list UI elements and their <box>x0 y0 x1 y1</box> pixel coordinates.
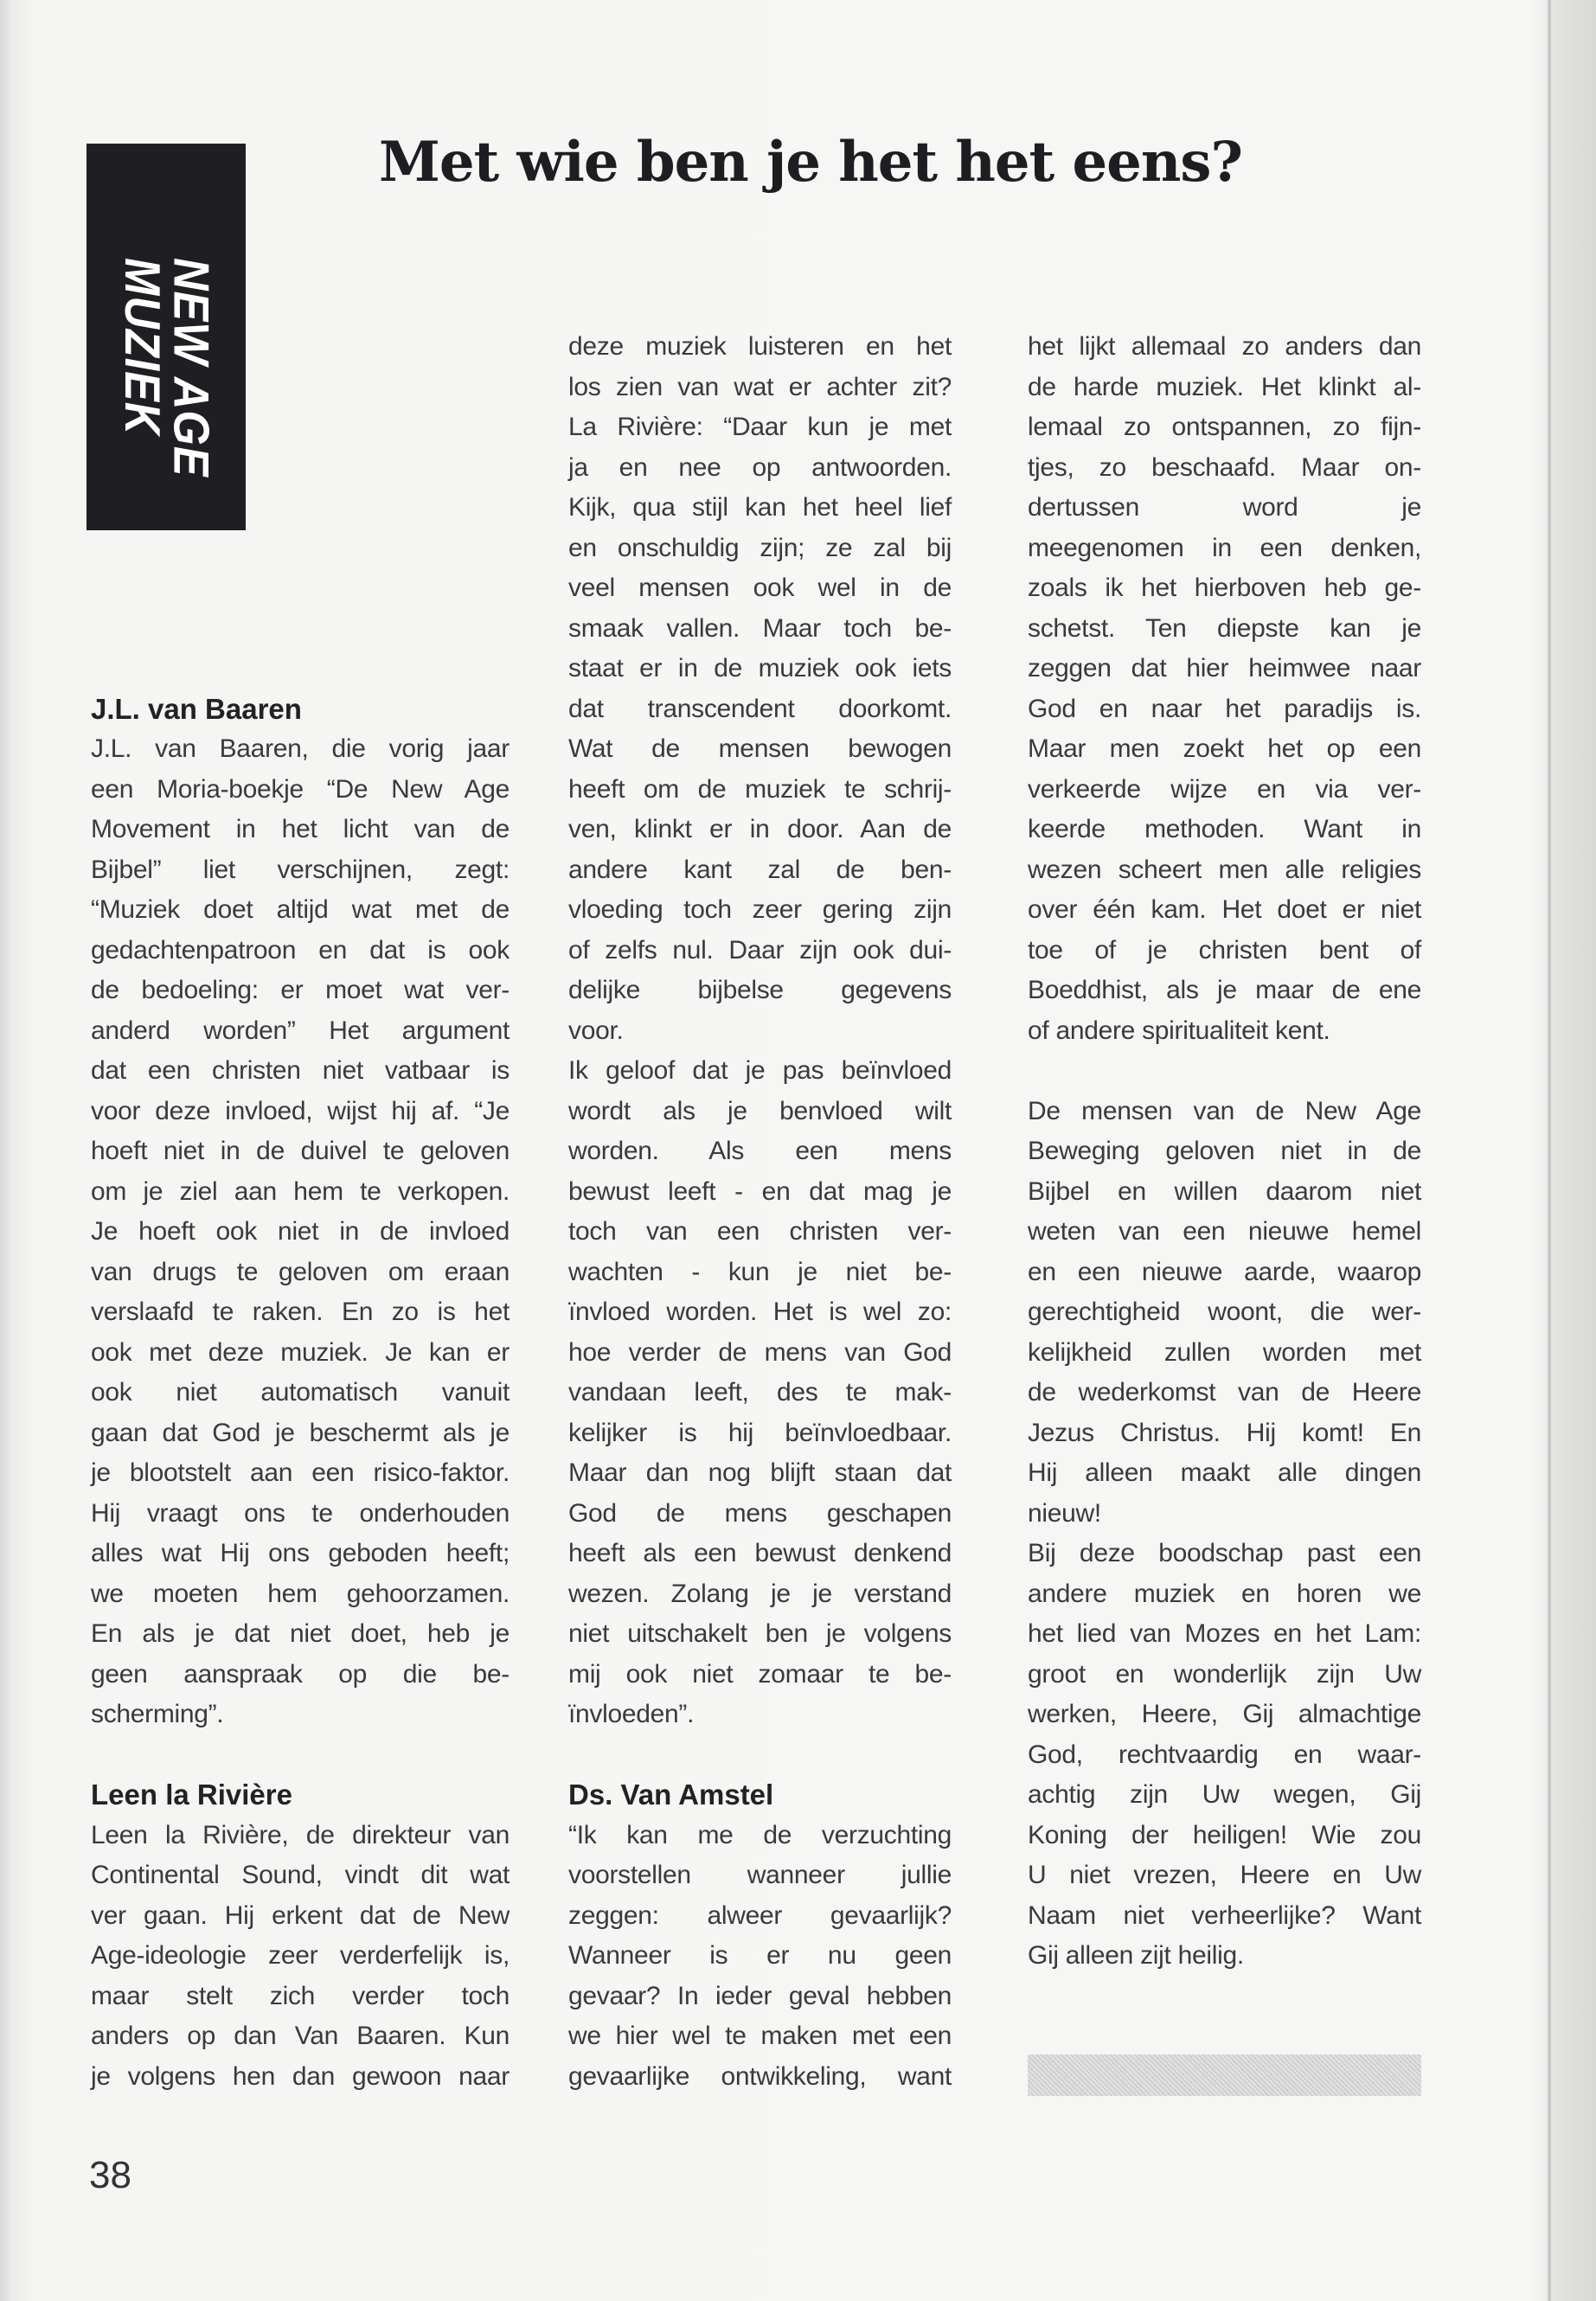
text-line: de bedoeling: er moet wat ver- <box>91 976 510 1004</box>
text-line: een Moria-boekje “De New Age <box>91 774 510 804</box>
paragraph <box>1028 1092 1421 1535</box>
text-line: voor deze invloed, wijst hij af. “Je <box>91 1096 510 1125</box>
text-line: Maar men zoekt het op een <box>1028 734 1421 763</box>
text-line: schetst. Ten diepste kan je <box>1028 613 1421 643</box>
text-line: van drugs te geloven om eraan <box>91 1257 510 1286</box>
text-line: andere kant zal de ben- <box>568 855 952 884</box>
text-line: voorstellen wanneer jullie <box>568 1861 952 1889</box>
paragraph <box>568 1816 952 2098</box>
text-line: verkeerde wijze en via ver- <box>1028 774 1421 804</box>
text-line: vloeding toch zeer gering zijn <box>568 895 952 924</box>
section-heading: Ds. Van Amstel <box>568 1779 774 1811</box>
article-title: Met wie ben je het het eens? <box>379 130 1242 195</box>
paragraph <box>568 327 952 1051</box>
section-heading: Leen la Rivière <box>91 1779 292 1811</box>
paragraph <box>1028 327 1421 1051</box>
decorative-gray-bar <box>1028 2054 1421 2096</box>
text-line: kelijkheid zullen worden met <box>1028 1337 1421 1367</box>
column-2 <box>568 327 952 2097</box>
spacer <box>91 448 510 489</box>
text-line: deze muziek luisteren en het <box>568 332 952 361</box>
text-line: smaak vallen. Maar toch be- <box>568 613 952 643</box>
text-line: Age-ideologie zeer verderfelijk is, <box>91 1941 510 1970</box>
text-line: scherming”. <box>91 1700 224 1728</box>
text-line: Maar dan nog blijft staan dat <box>568 1458 952 1487</box>
text-line: om je ziel aan hem te verkopen. <box>91 1176 510 1206</box>
text-line: Hij vraagt ons te onderhouden <box>91 1498 510 1528</box>
text-line: niet uitschakelt ben je volgens <box>568 1619 952 1648</box>
spacer <box>91 609 510 650</box>
paragraph <box>1028 1534 1421 1977</box>
text-line: lemaal zo ontspannen, zo fijn- <box>1028 413 1421 441</box>
text-line: het lijkt allemaal zo anders dan <box>1028 332 1421 361</box>
text-line: worden. Als een mens <box>568 1137 952 1165</box>
text-line: de wederkomst van de Heere <box>1028 1378 1421 1407</box>
text-line: La Rivière: “Daar kun je met <box>568 413 952 441</box>
text-line: Kijk, qua stijl kan het heel lief <box>568 493 952 522</box>
spacer <box>91 368 510 408</box>
text-line: we moeten hem gehoorzamen. <box>91 1579 510 1608</box>
text-line: De mensen van de New Age <box>1028 1096 1421 1125</box>
text-line: vandaan leeft, des te mak- <box>568 1378 952 1407</box>
text-line: Koning der heiligen! Wie zou <box>1028 1820 1421 1849</box>
text-line: bewust leeft - en dat mag je <box>568 1176 952 1206</box>
text-line: God en naar het paradijs is. <box>1028 694 1421 723</box>
text-line: je volgens hen dan gewoon naar <box>91 2061 510 2091</box>
text-line: gevaarlijke ontwikkeling, want <box>568 2061 952 2091</box>
text-line: Gij alleen zijt heilig. <box>1028 1941 1244 1970</box>
text-line: Boeddhist, als je maar de ene <box>1028 976 1421 1004</box>
text-line: gedachtenpatroon en dat is ook <box>91 935 510 965</box>
text-line: en onschuldig zijn; ze zal bij <box>568 533 952 562</box>
text-line: ven, klinkt er in door. Aan de <box>568 815 952 843</box>
text-line: ook niet automatisch vanuit <box>91 1378 510 1407</box>
text-line: los zien van wat er achter zit? <box>568 372 952 401</box>
spacer <box>1028 1051 1421 1092</box>
text-line: toe of je christen bent of <box>1028 935 1421 965</box>
section-tab-line-1: NEW AGE <box>163 258 219 478</box>
text-line: meegenomen in een denken, <box>1028 533 1421 562</box>
text-line: wezen scheert men alle religies <box>1028 855 1421 884</box>
text-line: ver gaan. Hij erkent dat de New <box>91 1900 510 1930</box>
text-line: keerde methoden. Want in <box>1028 815 1421 843</box>
paragraph <box>568 1051 952 1735</box>
text-line: toch van een christen ver- <box>568 1217 952 1246</box>
text-line: veel mensen ook wel in de <box>568 574 952 602</box>
text-line: En als je dat niet doet, heb je <box>91 1619 510 1648</box>
text-line: je blootstelt aan een risico-faktor. <box>91 1458 510 1487</box>
text-line: voor. <box>568 1016 624 1045</box>
text-line: geen aanspraak op die be- <box>91 1659 510 1689</box>
text-line: achtig zijn Uw wegen, Gij <box>1028 1780 1421 1809</box>
text-line: Leen la Rivière, de direkteur van <box>91 1820 510 1849</box>
text-line: staat er in de muziek ook iets <box>568 654 952 683</box>
text-line: tjes, zo beschaafd. Maar on- <box>1028 452 1421 482</box>
text-line: het lied van Mozes en het Lam: <box>1028 1619 1421 1648</box>
text-line: Bij deze boodschap past een <box>1028 1539 1421 1567</box>
text-line: of andere spiritualiteit kent. <box>1028 1016 1330 1045</box>
text-line: wezen. Zolang je je verstand <box>568 1579 952 1608</box>
text-line: “Ik kan me de verzuchting <box>568 1820 952 1849</box>
text-line: Ik geloof dat je pas beïnvloed <box>568 1056 952 1085</box>
text-line: gerechtigheid woont, die wer- <box>1028 1298 1421 1326</box>
page-number: 38 <box>89 2154 131 2196</box>
text-line: en een nieuwe aarde, waarop <box>1028 1257 1421 1286</box>
text-line: U niet vrezen, Heere en Uw <box>1028 1861 1421 1889</box>
spacer <box>91 568 510 609</box>
text-line: ja en nee op antwoorden. <box>568 452 952 482</box>
text-line: groot en wonderlijk zijn Uw <box>1028 1659 1421 1689</box>
text-line: verslaafd te raken. En zo is het <box>91 1298 510 1326</box>
text-line: maar stelt zich verder toch <box>91 1981 510 2010</box>
text-line: heeft als een bewust denkend <box>568 1539 952 1567</box>
text-line: dat transcendent doorkomt. <box>568 694 952 723</box>
text-line: wachten - kun je niet be- <box>568 1257 952 1286</box>
text-line: dat een christen niet vatbaar is <box>91 1056 510 1085</box>
spacer <box>91 529 510 569</box>
text-line: dertussen word je <box>1028 493 1421 522</box>
spacer <box>91 649 510 689</box>
text-line: de harde muziek. Het klinkt al- <box>1028 372 1421 401</box>
column-3 <box>1028 327 1421 1977</box>
text-line: kelijker is hij beïnvloedbaar. <box>568 1418 952 1447</box>
text-line: wordt als je benvloed wilt <box>568 1096 952 1125</box>
text-line: heeft om de muziek te schrij- <box>568 774 952 804</box>
text-line: gaan dat God je beschermt als je <box>91 1418 510 1447</box>
text-line: nieuw! <box>1028 1498 1101 1528</box>
text-line: Beweging geloven niet in de <box>1028 1137 1421 1165</box>
text-line: mij ook niet zomaar te be- <box>568 1659 952 1689</box>
text-line: Bijbel” liet verschijnen, zegt: <box>91 855 510 884</box>
spacer <box>91 407 510 448</box>
text-line: “Muziek doet altijd wat met de <box>91 895 510 924</box>
spacer <box>568 1735 952 1776</box>
text-line: hoeft niet in de duivel te geloven <box>91 1137 510 1165</box>
text-line: Bijbel en willen daarom niet <box>1028 1176 1421 1206</box>
text-line: werken, Heere, Gij almachtige <box>1028 1700 1421 1728</box>
text-line: Naam niet verheerlijke? Want <box>1028 1900 1421 1930</box>
text-line: Continental Sound, vindt dit wat <box>91 1861 510 1889</box>
column-1 <box>91 327 510 2097</box>
section-heading: J.L. van Baaren <box>91 692 302 725</box>
spacer <box>91 327 510 368</box>
text-line: God de mens geschapen <box>568 1498 952 1528</box>
text-line: zeggen: alweer gevaarlijk? <box>568 1900 952 1930</box>
text-line: Hij alleen maakt alle dingen <box>1028 1458 1421 1487</box>
section-tab-line-2: MUZIEK <box>113 258 170 436</box>
text-line: Jezus Christus. Hij komt! En <box>1028 1418 1421 1447</box>
text-line: hoe verder de mens van God <box>568 1337 952 1367</box>
text-line: andere muziek en horen we <box>1028 1579 1421 1608</box>
text-line: anderd worden” Het argument <box>91 1016 510 1045</box>
text-line: ïnvloed worden. Het is wel zo: <box>568 1298 952 1326</box>
text-line: Wat de mensen bewogen <box>568 734 952 763</box>
text-line: Movement in het licht van de <box>91 815 510 843</box>
text-line: Wanneer is er nu geen <box>568 1941 952 1970</box>
text-line: alles wat Hij ons geboden heeft; <box>91 1539 510 1567</box>
text-line: delijke bijbelse gegevens <box>568 976 952 1004</box>
text-line: ook met deze muziek. Je kan er <box>91 1337 510 1367</box>
text-line: anders op dan Van Baaren. Kun <box>91 2022 510 2050</box>
text-line: God, rechtvaardig en waar- <box>1028 1740 1421 1769</box>
text-line: J.L. van Baaren, die vorig jaar <box>91 734 510 763</box>
text-line: we hier wel te maken met een <box>568 2022 952 2050</box>
text-line: zoals ik het hierboven heb ge- <box>1028 574 1421 602</box>
spacer <box>91 1735 510 1776</box>
text-line: of zelfs nul. Daar zijn ook dui- <box>568 935 952 965</box>
text-line: Je hoeft ook niet in de invloed <box>91 1217 510 1246</box>
text-line: over één kam. Het doet er niet <box>1028 895 1421 924</box>
text-line: weten van een nieuwe hemel <box>1028 1217 1421 1246</box>
paragraph <box>91 729 510 1735</box>
text-line: zeggen dat hier heimwee naar <box>1028 654 1421 683</box>
text-line: ïnvloeden”. <box>568 1700 695 1728</box>
spacer <box>91 488 510 529</box>
text-line: gevaar? In ieder geval hebben <box>568 1981 952 2010</box>
paragraph <box>91 1816 510 2098</box>
